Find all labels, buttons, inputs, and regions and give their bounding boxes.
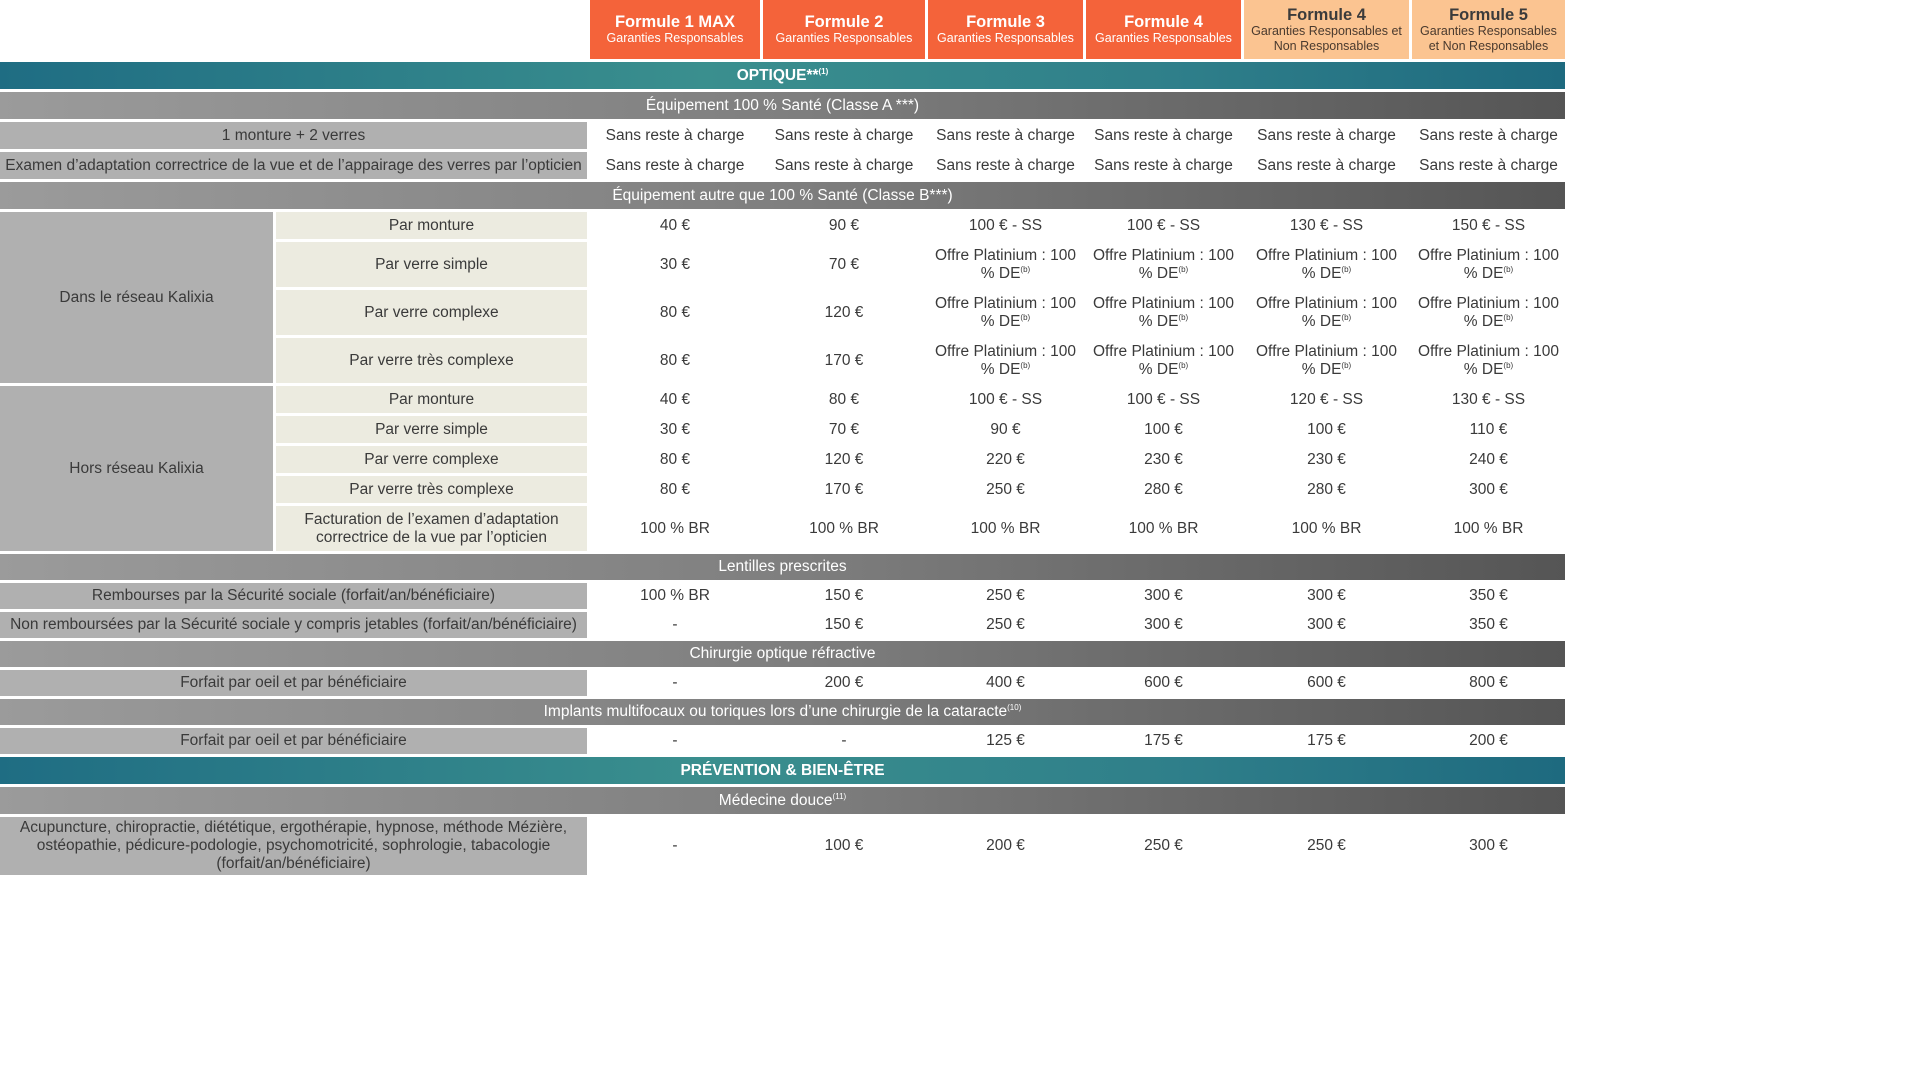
value-cell: 300 € [1244,612,1409,638]
value-cell: Sans reste à charge [1086,122,1241,149]
header-formule-3 [928,0,1083,59]
value-cell: 170 € [763,338,925,383]
value-cell: 230 € [1086,446,1241,473]
value-cell: 250 € [1244,817,1409,875]
formule-subtitle: Garanties Responsables [606,31,744,45]
value-cell: 100 % BR [928,506,1083,551]
value-cell: 100 % BR [1244,506,1409,551]
value-cell: 120 € [763,290,925,335]
value-text: Offre Platinium : 100 % DE [1255,294,1397,330]
section-title-text: Équipement autre que 100 % Santé (Classe B***) [612,186,953,204]
value-cell: Sans reste à charge [1412,152,1565,179]
row-sublabel: Par verre complexe [276,290,587,335]
header-blank-cell [0,0,587,59]
value-cell: - [763,728,925,754]
row-sublabel: Par verre très complexe [276,476,587,503]
value-text: Offre Platinium : 100 % DE [1417,294,1559,330]
value-cell: 80 € [763,386,925,413]
value-cell: - [590,817,760,875]
row-label: Acupuncture, chiropractie, diététique, ergothérapie, hypnose, méthode Mézière, ostéopathie, pédicure-podologie, psychomotricité, sophrologie, tabacologie (forfait/an/bénéficiaire) [0,817,587,875]
value-cell: 220 € [928,446,1083,473]
group-hors-reseau-label: Hors réseau Kalixia [0,386,273,551]
group-reseau-kalixia-label: Dans le réseau Kalixia [0,212,273,383]
subsection-title-medecine-douce [0,787,1565,814]
value-cell [1244,242,1409,287]
value-cell: Sans reste à charge [1244,122,1409,149]
value-cell: 100 % BR [1086,506,1241,551]
value-cell: Sans reste à charge [590,152,760,179]
value-cell: 300 € [1412,817,1565,875]
value-cell: Sans reste à charge [928,122,1083,149]
value-cell: 600 € [1244,670,1409,696]
value-text: Offre Platinium : 100 % DE [1417,246,1559,282]
footnote-ref: (b) [1178,360,1189,370]
row-sublabel: Par verre complexe [276,446,587,473]
footnote-ref: (b) [1341,360,1352,370]
value-cell: 100 € - SS [928,386,1083,413]
value-cell: 80 € [590,290,760,335]
value-cell: 110 € [1412,416,1565,443]
value-cell: 100 € - SS [928,212,1083,239]
value-cell: 300 € [1412,476,1565,503]
formule-title: Formule 4 [1124,13,1203,31]
header-formule-1 [590,0,760,59]
row-sublabel: Par verre simple [276,242,587,287]
footnote-ref: (b) [1503,360,1514,370]
value-cell: 100 € [1244,416,1409,443]
section-title-text: Équipement 100 % Santé (Classe A ***) [645,96,920,114]
formule-title: Formule 2 [804,13,884,31]
formule-subtitle: Garanties Responsables et Non Responsables [1251,23,1402,53]
table-row [0,728,1565,754]
header-formule-4 [1086,0,1241,59]
table-row [0,670,1565,696]
value-cell [928,242,1083,287]
footnote-ref: (b) [1178,312,1189,322]
header-formule-5 [1412,0,1565,59]
section-title-text: Chirurgie optique réfractive [689,645,876,662]
row-label: Examen d’adaptation correctrice de la vue et de l’appairage des verres par l’opticien [0,152,587,179]
table-row [0,817,1565,875]
value-cell: 130 € - SS [1244,212,1409,239]
table-row [0,152,1565,179]
subsection-title-lentilles-row [0,554,1565,580]
section-title-optique [0,62,1565,89]
section-title-prevention: PRÉVENTION & BIEN-ÊTRE [0,757,1565,784]
row-label: Non remboursées par la Sécurité sociale y compris jetables (forfait/an/bénéficiaire) [0,612,587,638]
footnote-ref: (b) [1503,264,1514,274]
footnote-ref: (11) [832,791,847,801]
value-cell: 200 € [763,670,925,696]
section-title-text: OPTIQUE** [736,66,819,84]
value-cell: 150 € [763,583,925,609]
value-cell: 70 € [763,416,925,443]
value-text: Offre Platinium : 100 % DE [1255,246,1397,282]
table-row [0,612,1565,638]
value-cell [1412,338,1565,383]
value-cell: 175 € [1086,728,1241,754]
value-cell: Sans reste à charge [1412,122,1565,149]
value-cell: Sans reste à charge [763,152,925,179]
value-cell: 40 € [590,386,760,413]
value-cell: 230 € [1244,446,1409,473]
value-cell: 250 € [928,476,1083,503]
row-label: Rembourses par la Sécurité sociale (forfait/an/bénéficiaire) [0,583,587,609]
subsection-title-lentilles [0,554,1565,580]
value-cell: 80 € [590,338,760,383]
value-cell [1244,290,1409,335]
value-cell [928,290,1083,335]
section-row-optique [0,62,1565,89]
value-cell: 80 € [590,476,760,503]
table-row [0,583,1565,609]
value-cell: 800 € [1412,670,1565,696]
value-cell: 250 € [1086,817,1241,875]
row-sublabel: Par monture [276,212,587,239]
value-cell [928,338,1083,383]
subsection-title-classe-b [0,182,1565,209]
value-cell: 350 € [1412,612,1565,638]
value-text: Offre Platinium : 100 % DE [934,294,1076,330]
row-sublabel: Par verre simple [276,416,587,443]
value-cell: Sans reste à charge [1086,152,1241,179]
formule-title: Formule 4 [1287,5,1366,24]
value-cell [1086,242,1241,287]
section-row-prevention [0,757,1565,784]
value-cell: 80 € [590,446,760,473]
value-cell: 300 € [1244,583,1409,609]
subsection-title-classe-a-row [0,92,1565,119]
formule-title: Formule 1 MAX [614,13,736,31]
group-hors-reseau-row [0,386,1565,413]
value-cell: - [590,612,760,638]
row-sublabel: Par verre très complexe [276,338,587,383]
value-text: Offre Platinium : 100 % DE [1092,294,1234,330]
footnote-ref: (b) [1020,264,1031,274]
footnote-ref: (b) [1341,264,1352,274]
value-cell: 175 € [1244,728,1409,754]
footnote-ref: (b) [1341,312,1352,322]
footnote-ref: (10) [1007,703,1022,712]
subsection-title-chirurgie [0,641,1565,667]
value-cell: 100 % BR [1412,506,1565,551]
value-cell: Sans reste à charge [1244,152,1409,179]
value-cell: Sans reste à charge [928,152,1083,179]
value-cell: 40 € [590,212,760,239]
value-cell: 100 % BR [590,583,760,609]
header-formule-2 [763,0,925,59]
formule-subtitle: Garanties Responsables [937,31,1074,45]
group-reseau-kalixia-row [0,212,1565,239]
value-cell: 350 € [1412,583,1565,609]
value-cell: - [590,728,760,754]
section-title-text: Implants multifocaux ou toriques lors d’une chirurgie de la cataracte [543,703,1008,720]
value-cell: 70 € [763,242,925,287]
row-sublabel: Par monture [276,386,587,413]
subsection-title-implants-row [0,699,1565,725]
value-cell: 120 € - SS [1244,386,1409,413]
subsection-title-medecine-douce-row [0,787,1565,814]
value-cell: - [590,670,760,696]
value-text: Offre Platinium : 100 % DE [1092,342,1234,378]
value-cell: 170 € [763,476,925,503]
section-title-text: Lentilles prescrites [718,558,847,575]
value-cell: 30 € [590,242,760,287]
footnote-ref: (1) [818,66,829,76]
row-label: Forfait par oeil et par bénéficiaire [0,670,587,696]
formule-title: Formule 5 [1449,5,1528,24]
formule-subtitle: Garanties Responsables [775,31,913,45]
value-cell: 100 € - SS [1086,386,1241,413]
value-cell: 280 € [1244,476,1409,503]
value-cell [1412,290,1565,335]
value-cell: 90 € [763,212,925,239]
value-text: Offre Platinium : 100 % DE [1092,246,1234,282]
footnote-ref: (b) [1503,312,1514,322]
row-label: 1 monture + 2 verres [0,122,587,149]
value-text: Offre Platinium : 100 % DE [1255,342,1397,378]
subsection-title-chirurgie-row [0,641,1565,667]
footnote-ref: (b) [1020,360,1031,370]
value-cell: 120 € [763,446,925,473]
value-cell [1412,242,1565,287]
footnote-ref: (b) [1178,264,1189,274]
formule-subtitle: Garanties Responsables [1095,31,1232,45]
row-sublabel: Facturation de l’examen d’adaptation correctrice de la vue par l’opticien [276,506,587,551]
value-cell: 100 % BR [763,506,925,551]
value-cell: 150 € [763,612,925,638]
section-title-text: Médecine douce [718,791,833,809]
value-cell: 150 € - SS [1412,212,1565,239]
value-cell [1086,290,1241,335]
subsection-title-implants [0,699,1565,725]
value-cell: Sans reste à charge [590,122,760,149]
row-label: Forfait par oeil et par bénéficiaire [0,728,587,754]
value-cell: 400 € [928,670,1083,696]
subsection-title-classe-b-row [0,182,1565,209]
subsection-title-classe-a [0,92,1565,119]
value-cell [1244,338,1409,383]
value-cell: 100 € - SS [1086,212,1241,239]
value-cell: 130 € - SS [1412,386,1565,413]
header-formule-4-nr [1244,0,1409,59]
value-cell: 200 € [1412,728,1565,754]
value-cell: 300 € [1086,612,1241,638]
value-cell: 125 € [928,728,1083,754]
value-cell: 100 € [763,817,925,875]
value-cell: 100 € [1086,416,1241,443]
value-cell: 600 € [1086,670,1241,696]
value-cell: 200 € [928,817,1083,875]
value-cell: 280 € [1086,476,1241,503]
value-cell: 100 % BR [590,506,760,551]
value-cell: 240 € [1412,446,1565,473]
header-row [0,0,1565,59]
value-cell: 30 € [590,416,760,443]
value-cell [1086,338,1241,383]
formule-subtitle: Garanties Responsables et Non Responsables [1420,23,1557,53]
value-text: Offre Platinium : 100 % DE [934,342,1076,378]
footnote-ref: (b) [1020,312,1031,322]
value-cell: 250 € [928,612,1083,638]
value-cell: 90 € [928,416,1083,443]
value-text: Offre Platinium : 100 % DE [1417,342,1559,378]
value-cell: 250 € [928,583,1083,609]
formule-title: Formule 3 [966,13,1045,31]
table-row [0,122,1565,149]
value-cell: 300 € [1086,583,1241,609]
value-text: Offre Platinium : 100 % DE [934,246,1076,282]
value-cell: Sans reste à charge [763,122,925,149]
